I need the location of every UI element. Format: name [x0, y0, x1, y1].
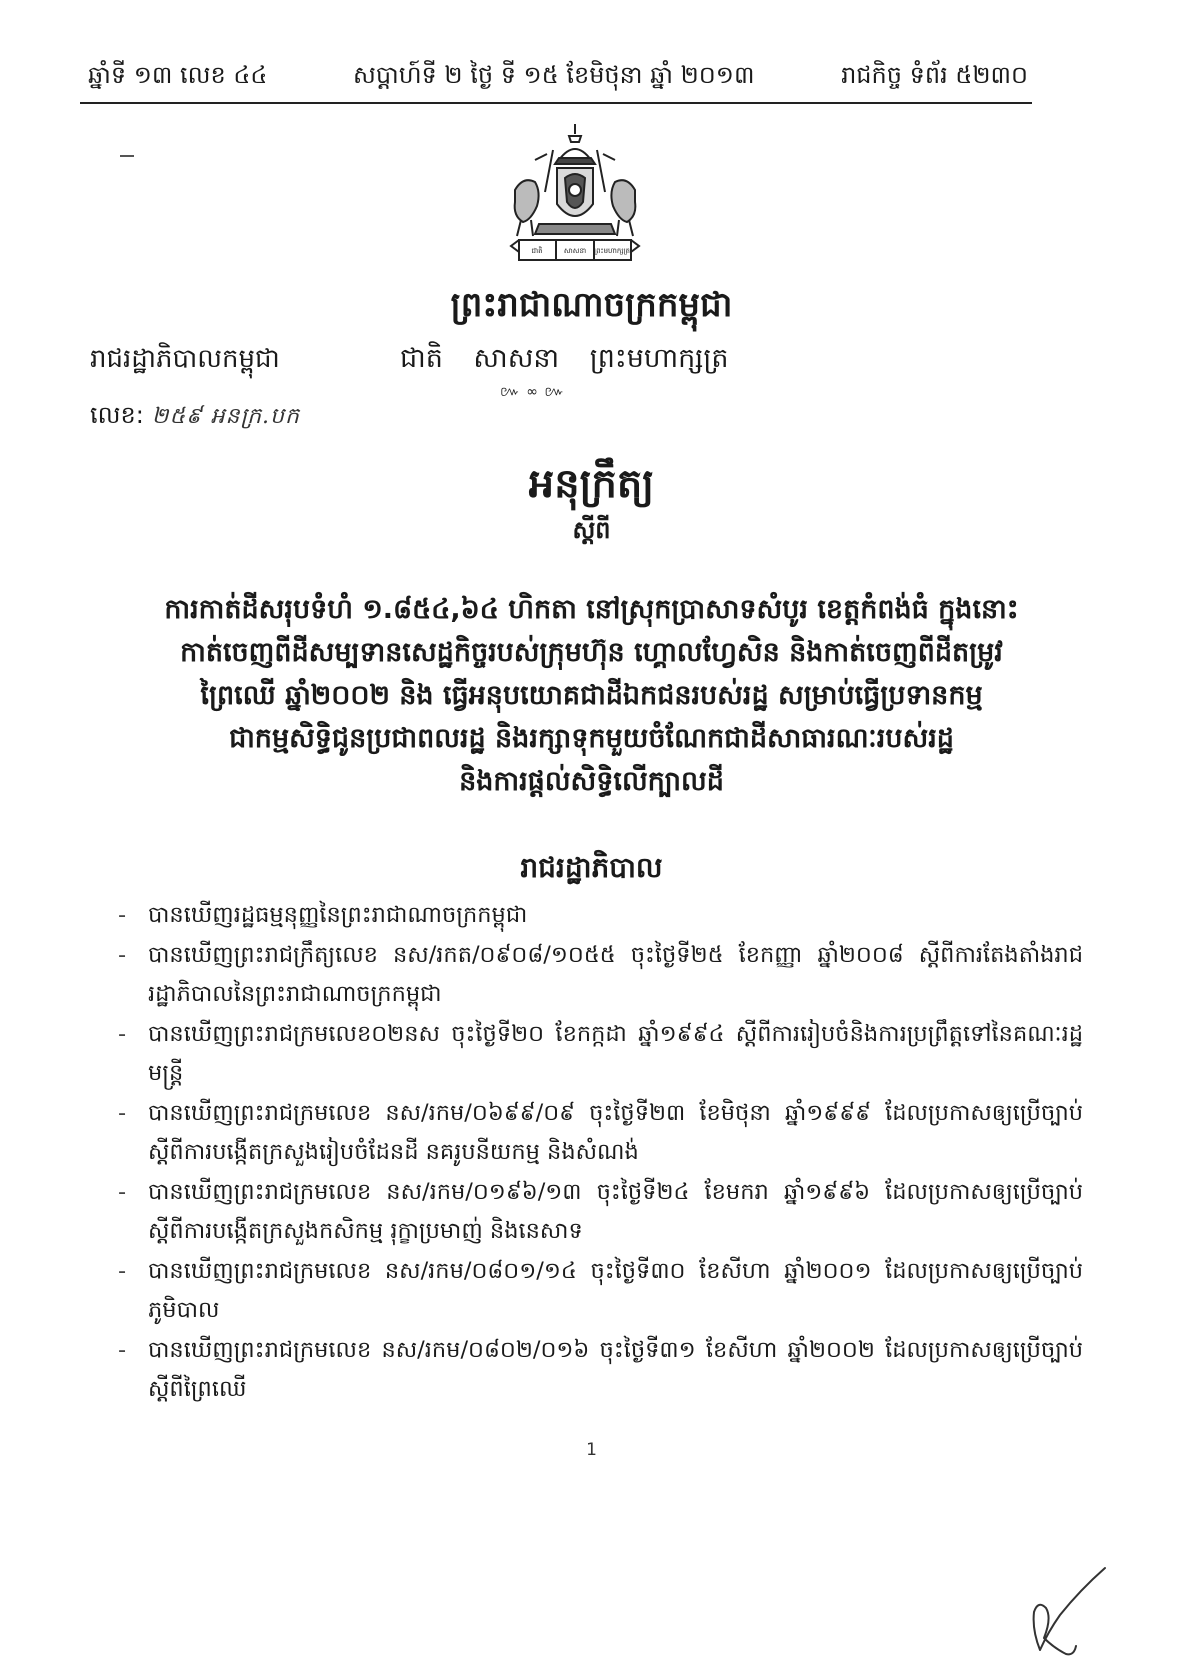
- list-item: - បានឃើញរដ្ឋធម្មនុញ្ញនៃព្រះរាជាណាចក្រកម្ពុជា: [118, 896, 1083, 935]
- national-motto: ជាតិ សាសនា ព្រះមហាក្សត្រ: [400, 343, 729, 374]
- issuing-government: រាជរដ្ឋាភិបាលកម្ពុជា: [90, 344, 280, 374]
- reference-line: [90, 400, 300, 435]
- list-item: - បានឃើញព្រះរាជក្រមលេខ០២នស ចុះថ្ងៃទី២០ ខែកក្កដា ឆ្នាំ១៩៩៤ ស្តីពីការរៀបចំនិងការប្រព្រឹត្តទៅនៃគណៈរដ្ឋមន្ត្រី: [118, 1015, 1083, 1093]
- document-subject: [100, 588, 1083, 803]
- subject-line: ជាកម្មសិទ្ធិជូនប្រជាពលរដ្ឋ និងរក្សាទុកមួយចំណែកជាដីសាធារណៈរបស់រដ្ឋ: [229, 723, 954, 754]
- emblem-ribbon-word-1: ជាតិ: [531, 247, 543, 255]
- royal-arms-icon: [495, 120, 655, 270]
- list-item: - បានឃើញព្រះរាជក្រមលេខ នស/រកម/០៦៩៩/០៩ ចុះថ្ងៃទី២៣ ខែមិថុនា ឆ្នាំ១៩៩៩ ដែលប្រកាសឲ្យប្រើច្បាប់ស្តីពីការបង្កើតក្រសួងរៀបចំដែនដី នគរូបនីយកម្ម និងសំណង់: [118, 1094, 1083, 1172]
- emblem-ribbon-word-2: សាសនា: [563, 247, 587, 255]
- kingdom-name: ព្រះរាជាណាចក្រកម្ពុជា: [450, 285, 733, 325]
- signature: [1010, 1560, 1120, 1665]
- legal-basis-list: [118, 896, 1083, 1410]
- government-heading: រាជរដ្ឋាភិបាល: [520, 851, 663, 884]
- reference-number: ២៥៩ អនក្រ.បក: [151, 404, 300, 429]
- list-item: - បានឃើញព្រះរាជក្រឹត្យលេខ នស/រកត/០៩០៨/១០៥៥ ចុះថ្ងៃទី២៥ ខែកញ្ញា ឆ្នាំ២០០៨ ស្តីពីការតែងតាំងរាជរដ្ឋាភិបាលនៃព្រះរាជាណាចក្រកម្ពុជា: [118, 936, 1083, 1014]
- list-item: - បានឃើញព្រះរាជក្រមលេខ នស/រកម/០៨០១/១៤ ចុះថ្ងៃទី៣០ ខែសីហា ឆ្នាំ២០០១ ដែលប្រកាសឲ្យប្រើច្បាប់ភូមិបាល: [118, 1252, 1083, 1330]
- scan-mark: [120, 155, 134, 157]
- subject-line: ការកាត់ដីសរុបទំហំ ១.៨៥៤,៦៤ ហិកតា នៅស្រុកប្រាសាទសំបូរ ខេត្តកំពង់ធំ ក្នុងនោះ: [164, 594, 1019, 625]
- document-title: អនុក្រឹត្យ: [528, 461, 655, 507]
- subject-line: ព្រៃឈើ ឆ្នាំ២០០២ និង ធ្វើអនុបយោគជាដីឯកជនរបស់រដ្ឋ សម្រាប់ធ្វើប្រទានកម្ម: [200, 680, 983, 711]
- gazette-header: [88, 60, 1028, 96]
- header-rule: [80, 102, 1032, 104]
- header-year-issue: ឆ្នាំទី ១៣ លេខ ៤៤: [88, 61, 268, 89]
- subject-line: និងការផ្តល់សិទ្ធិលើក្បាលដី: [459, 766, 724, 797]
- motto-ornament: ៚ ∞ ៚: [500, 384, 566, 400]
- list-item: - បានឃើញព្រះរាជក្រមលេខ នស/រកម/០១៩៦/១៣ ចុះថ្ងៃទី២៤ ខែមករា ឆ្នាំ១៩៩៦ ដែលប្រកាសឲ្យប្រើច្បាប់ ស្តីពីការបង្កើតក្រសួងកសិកម្ម រុក្ខាប្រមាញ់ និងនេសាទ: [118, 1173, 1083, 1251]
- subject-line: កាត់ចេញពីដីសម្បទានសេដ្ឋកិច្ចរបស់ក្រុមហ៊ុន ហ្គោលហ្វែសិន និងកាត់ចេញពីដីតម្រូវ: [180, 637, 1003, 668]
- page-number: 1: [586, 1440, 597, 1460]
- header-page-ref: រាជកិច្ច ទំព័រ ៥២៣០: [841, 61, 1028, 89]
- header-date: សប្តាហ៍ទី ២ ថ្ងៃ ទី ១៥ ខែមិថុនា ឆ្នាំ ២០១៣: [353, 61, 755, 89]
- reference-label: លេខ:: [90, 401, 144, 429]
- emblem-ribbon-word-3: ព្រះមហាក្សត្រ: [594, 247, 630, 255]
- document-about: ស្តីពី: [572, 516, 611, 544]
- list-item: - បានឃើញព្រះរាជក្រមលេខ នស/រកម/០៨០២/០១៦ ចុះថ្ងៃទី៣១ ខែសីហា ឆ្នាំ២០០២ ដែលប្រកាសឲ្យប្រើច្បាប់ស្តីពីព្រៃឈើ: [118, 1331, 1083, 1409]
